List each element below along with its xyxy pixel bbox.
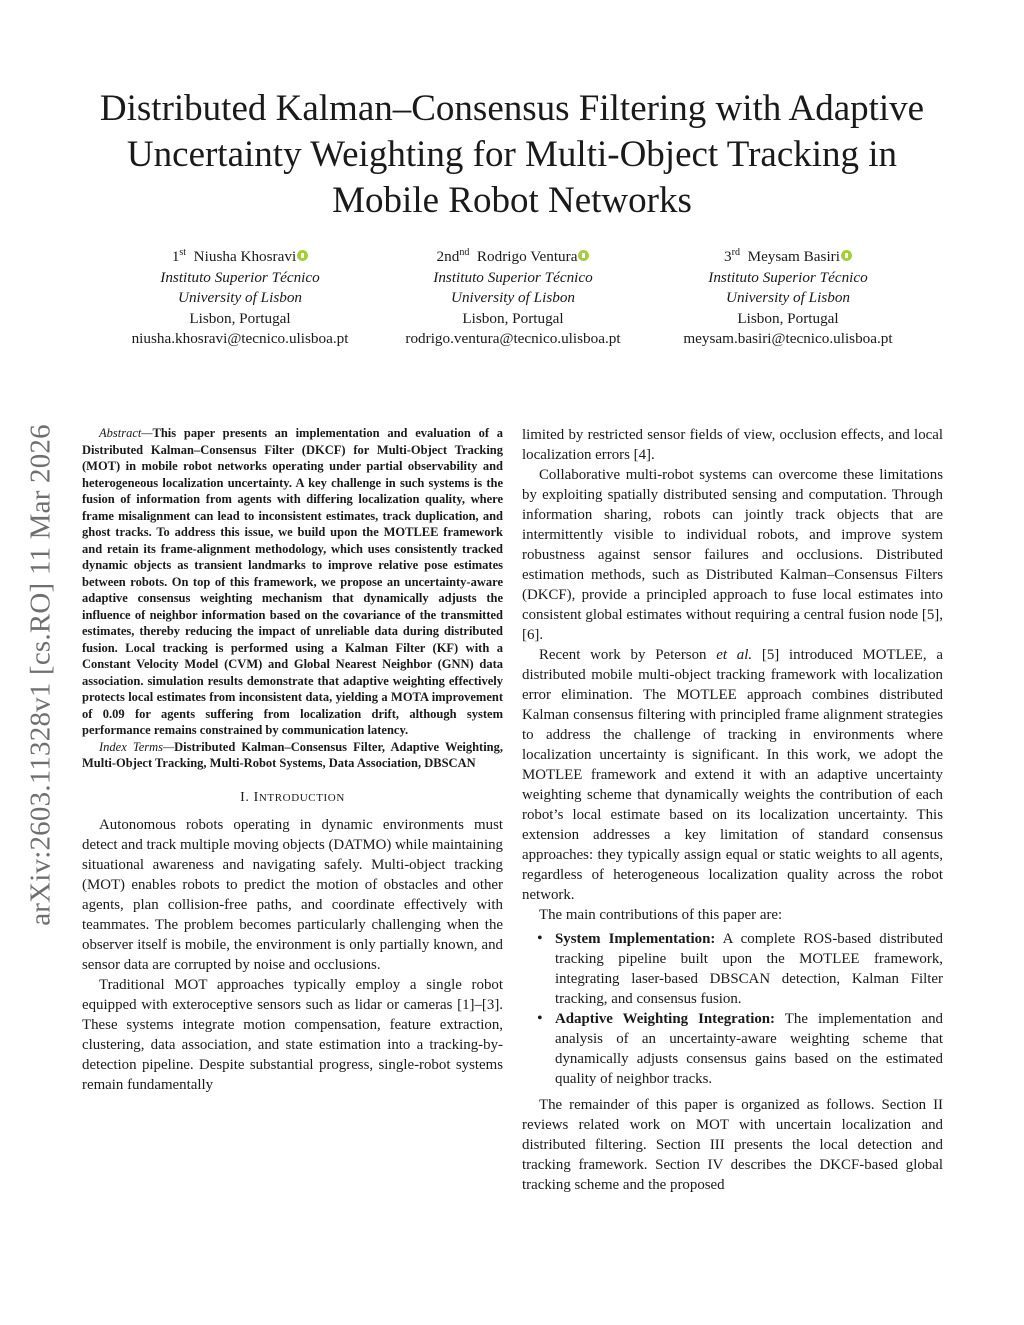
right-paragraph-2: Recent work by Peterson et al. [5] introduced MOTLEE, a distributed mobile multi-object tracking framework with localization error elimination. The MOTLEE approach combines distributed Kalman consensus filtering with principled frame alignment strategies to address the challenge of tracking in environments where localization uncertainty is significant. In this work, we adopt the MOTLEE framework and extend it with an adaptive uncertainty weighting scheme that dynamically weights the contribution of each robot’s local estimate based on its localization uncertainty. This extension addresses a key limitation of standard consensus approaches: they typically assign equal or static weights to all agents, regardless of heterogeneous localization quality across the robot network. (522, 647, 943, 903)
intro-paragraph-2: Traditional MOT approaches typically employ a single robot equipped with exteroceptive sensors such as lidar or cameras [1]–[3]. These systems integrate motion compensation, feature extraction, clustering, data association, and state estimation into a tracking-by-detection pipeline. Despite substantial progress, single-robot systems remain fundamentally (82, 976, 503, 1093)
author-email[interactable]: niusha.khosravi@tecnico.ulisboa.pt (131, 330, 349, 347)
intro-paragraph-1: Autonomous robots operating in dynamic environments must detect and track multiple moving objects (DATMO) while maintaining situational awareness and navigating safely. Multi-object tracking (MOT) enables robots to predict the motion of obstacles and other agents, plan collision-free paths, and coordinate effectively with teammates. The problem becomes particularly challenging when the observer itself is mobile, the environment is only partially known, and sensor data are corrupted by noise and occlusions. (82, 816, 503, 973)
orcid-icon[interactable] (297, 250, 308, 261)
author-university: University of Lisbon (177, 289, 303, 306)
abstract: Abstract—This paper presents an implementation and evaluation of a Distributed Kalman–Consensus Filter (DKCF) for Multi-Object Tracking (MOT) in mobile robot networks operating under partial observability and heterogeneous localization uncertainty. A key challenge in such systems is the fusion of information from agents with differing localization quality, where frame misalignment can lead to inconsistent estimates, track duplication, and ghost tracks. To address this issue, we build upon the MOTLEE framework and retain its frame-alignment methodology, which uses consistently tracked dynamic objects as transient landmarks to improve relative pose estimates between robots. On top of this framework, we propose an uncertainty-aware adaptive consensus weighting mechanism that dynamically adjusts the influence of neighbor information based on the covariance of the transmitted estimates, thereby reducing the impact of unreliable data during distributed fusion. Local tracking is performed using a Kalman Filter (KF) with a Constant Velocity Model (CVM) and Global Nearest Neighbor (GNN) data association. simulation results demonstrate that adaptive weighting effectively protects local estimates from inconsistent data, yielding a MOTA improvement of 0.09 for agents suffering from localization drift, although system performance remains constrained by communication latency. (82, 426, 503, 737)
author-email[interactable]: meysam.basiri@tecnico.ulisboa.pt (683, 330, 893, 347)
author-city: Lisbon, Portugal (189, 309, 291, 327)
arxiv-watermark (14, 370, 68, 980)
orcid-icon[interactable] (841, 250, 852, 261)
right-column (522, 425, 943, 1195)
author-3: 3rd Meysam Basiri Instituto Superior Técnico University of Lisbon Lisbon, Portugal meysam.basiri@tecnico.ulisboa.pt (648, 247, 928, 350)
author-city: Lisbon, Portugal (737, 309, 839, 327)
paper-title: Distributed Kalman–Consensus Filtering with Adaptive Uncertainty Weighting for Multi-Object Tracking in Mobile Robot Networks (99, 88, 925, 221)
right-paragraph-1: Collaborative multi-robot systems can overcome these limitations by exploiting spatially distributed sensing and computation. Through information sharing, robots can jointly track objects that are intermittently visible to individual robots, and improve system robustness against sensor failures and occlusions. Distributed estimation methods, such as Distributed Kalman–Consensus Filters (DKCF), provide a principled approach to fuse local estimates into consistent global estimates without requiring a central fusion node [5], [6]. (522, 467, 943, 643)
author-institution: Instituto Superior Técnico (433, 268, 593, 286)
contributions-intro: The main contributions of this paper are: (539, 907, 783, 923)
author-university: University of Lisbon (725, 289, 851, 306)
right-paragraph-4: The remainder of this paper is organized as follows. Section II reviews related work on MOT with uncertain localization and distributed filtering. Section III presents the local detection and tracking framework. Section IV describes the DKCF-based global tracking scheme and the proposed (522, 1097, 943, 1193)
list-item: • System Implementation: A complete ROS-based distributed tracking pipeline built upon the MOTLEE framework, integrating laser-based DBSCAN detection, Kalman Filter tracking, and consensus fusion. (555, 929, 943, 1009)
author-city: Lisbon, Portugal (462, 309, 564, 327)
list-item: • Adaptive Weighting Integration: The implementation and analysis of an uncertainty-aware weighting scheme that dynamically adjusts consensus gains based on the estimated quality of neighbor tracks. (555, 1009, 943, 1089)
author-name: Rodrigo Ventura (476, 248, 578, 265)
author-1: 1st Niusha Khosravi Instituto Superior Técnico University of Lisbon Lisbon, Portugal niusha.khosravi@tecnico.ulisboa.pt (100, 247, 380, 350)
author-2: $2nd^{nd}$ Rodrigo Ventura Instituto Superior Técnico University of Lisbon Lisbon, Portugal rodrigo.ventura@tecnico.ulisboa.pt (373, 247, 653, 350)
author-institution: Instituto Superior Técnico (708, 268, 868, 286)
index-terms: Index Terms—Distributed Kalman–Consensus Filter, Adaptive Weighting, Multi-Object Tracking, Multi-Robot Systems, Data Association, DBSCAN (82, 739, 504, 770)
contributions-list (522, 929, 943, 1089)
orcid-icon[interactable] (578, 250, 589, 261)
author-institution: Instituto Superior Técnico (160, 268, 320, 286)
right-paragraph-0: limited by restricted sensor fields of view, occlusion effects, and local localization errors [4]. (522, 427, 943, 463)
author-name: Niusha Khosravi (193, 248, 297, 265)
section-heading-introduction: I. INTRODUCTION (240, 789, 345, 805)
author-name: Meysam Basiri (747, 248, 840, 265)
author-university: University of Lisbon (450, 289, 576, 306)
left-column (82, 425, 503, 1095)
arxiv-id: arXiv:2603.11328v1 [cs.RO] 11 Mar 2026 (24, 424, 57, 926)
author-email[interactable]: rodrigo.ventura@tecnico.ulisboa.pt (405, 330, 621, 347)
